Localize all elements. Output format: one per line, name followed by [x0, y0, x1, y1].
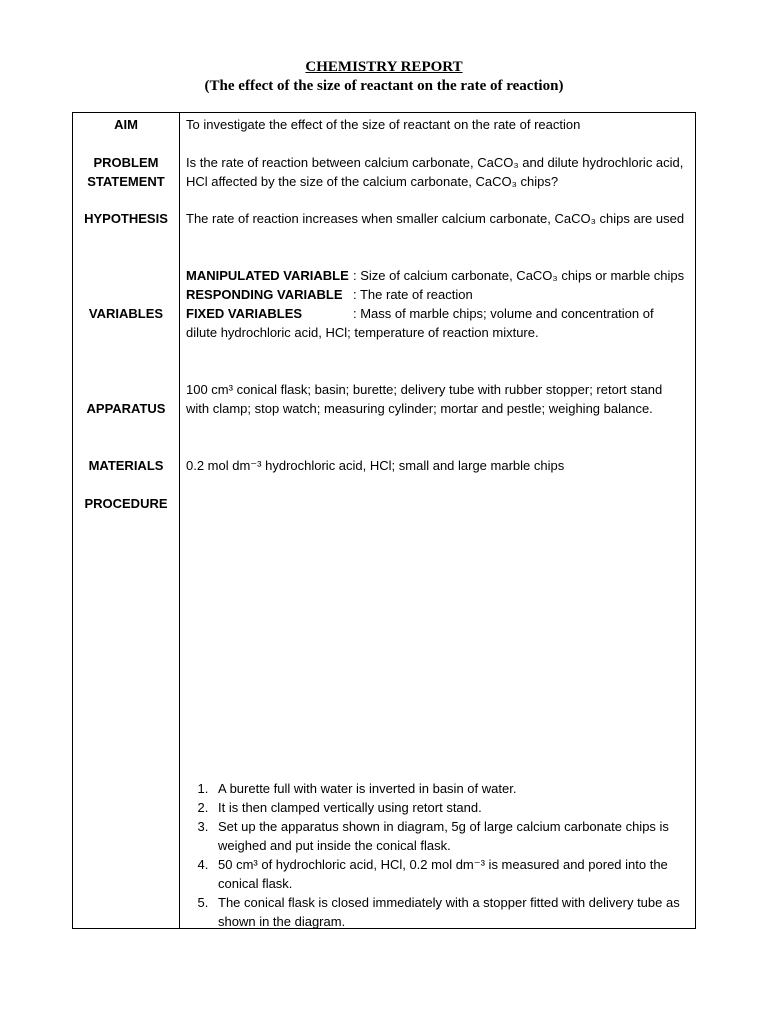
label-apparatus: APPARATUS	[86, 401, 166, 416]
aim-text: To investigate the effect of the size of reactant on the rate of reaction	[186, 117, 581, 132]
fixed-variables-value: : Mass of marble chips; volume and concentration of dilute hydrochloric acid, HCl; temperature of reaction mixture.	[186, 306, 654, 340]
report-header	[0, 58, 768, 96]
procedure-step: 4. 50 cm³ of hydrochloric acid, HCl, 0.2 mol dm⁻³ is measured and pored into the conical flask.	[212, 855, 687, 893]
label-aim: AIM	[114, 117, 138, 132]
procedure-step: 1. A burette full with water is inverted in basin of water.	[212, 779, 687, 798]
problem-text: Is the rate of reaction between calcium carbonate, CaCO₃ and dilute hydrochloric acid, HCl affected by the size of the calcium carbonate, CaCO₃ chips?	[186, 155, 684, 189]
responding-variable-name: RESPONDING VARIABLE	[186, 287, 343, 302]
apparatus-text: 100 cm³ conical flask; basin; burette; delivery tube with rubber stopper; retort stand with clamp; stop watch; measuring cylinder; mortar and pestle; weighing balance.	[186, 382, 663, 416]
report-title: CHEMISTRY REPORT	[305, 59, 463, 75]
responding-variable-value: : The rate of reaction	[353, 287, 473, 302]
report-table	[72, 112, 696, 929]
variables-block	[186, 266, 687, 342]
label-problem-line1: PROBLEM	[93, 155, 159, 170]
label-materials: MATERIALS	[88, 458, 164, 473]
label-procedure: PROCEDURE	[84, 496, 168, 511]
section-labels-column	[73, 113, 180, 929]
manipulated-variable-value: : Size of calcium carbonate, CaCO₃ chips or marble chips	[353, 268, 685, 283]
manipulated-variable	[186, 266, 687, 285]
procedure-step: 3. Set up the apparatus shown in diagram, 5g of large calcium carbonate chips is weighed and put inside the conical flask.	[212, 817, 687, 855]
label-hypothesis: HYPOTHESIS	[84, 211, 168, 226]
procedure-list	[186, 779, 687, 931]
fixed-variables-name: FIXED VARIABLES	[186, 306, 303, 321]
report-subtitle: (The effect of the size of reactant on the rate of reaction)	[204, 78, 564, 94]
section-content-column	[180, 113, 696, 929]
manipulated-variable-name: MANIPULATED VARIABLE	[186, 268, 349, 283]
label-problem-line2: STATEMENT	[87, 174, 165, 189]
procedure-step: 2. It is then clamped vertically using retort stand.	[212, 798, 687, 817]
label-problem-statement	[73, 153, 179, 191]
responding-variable	[186, 285, 687, 304]
hypothesis-text: The rate of reaction increases when smaller calcium carbonate, CaCO₃ chips are used	[186, 211, 685, 226]
procedure-step: 5. The conical flask is closed immediately with a stopper fitted with delivery tube as shown in the diagram.	[212, 893, 687, 931]
fixed-variables	[186, 304, 687, 342]
procedure-list-wrapper	[186, 779, 687, 931]
materials-text: 0.2 mol dm⁻³ hydrochloric acid, HCl; small and large marble chips	[186, 458, 565, 473]
label-variables: VARIABLES	[88, 306, 164, 321]
